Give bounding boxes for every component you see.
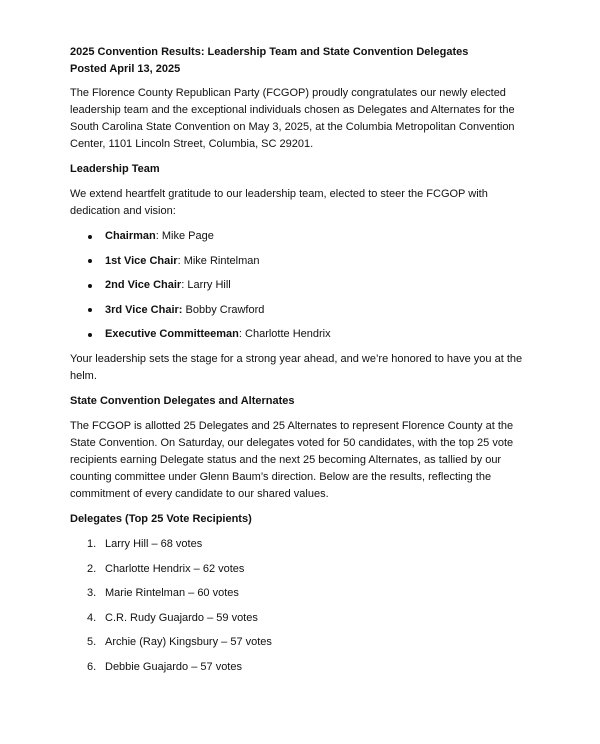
delegates-list [70,536,540,676]
delegate-entry: Archie (Ray) Kingsbury – 57 votes [105,636,272,649]
list-item [70,253,540,270]
list-number: 1. [87,537,97,550]
delegate-entry: Charlotte Hendrix – 62 votes [105,562,245,575]
list-number: 4. [87,611,97,624]
list-item [70,536,540,553]
delegates-list-heading: Delegates (Top 25 Vote Recipients) [70,512,252,525]
leadership-intro: We extend heartfelt gratitude to our leadership team, elected to steer the FCGOP with dedication and vision: [70,188,488,217]
leadership-name: Bobby Crawford [185,303,265,316]
role-separator: : [181,279,188,292]
list-item [70,277,540,294]
list-number: 5. [87,636,97,649]
role-separator: : [238,328,246,341]
leadership-role: Chairman [105,230,156,242]
delegates-section-body: The FCGOP is allotted 25 Delegates and 25 Alternates to represent Florence County at the State Convention. On Saturday, our delegates voted for 50 candidates, with the top 25 vote recipients earning Delegate status and the next 25 becoming Alternates, as tallied by our counting committee under Glenn Baum’s direction. Below are the results, reflecting the commitment of every candidate to our shared values. [70,419,514,500]
leadership-name: Mike Rintelman [183,254,260,267]
list-item [70,561,540,578]
list-number: 3. [87,587,97,600]
bullet-icon [88,308,92,312]
list-item [70,326,540,343]
list-number: 2. [87,562,97,575]
bullet-icon [88,235,92,239]
delegate-entry: Debbie Guajardo – 57 votes [105,660,242,673]
list-item [70,659,540,676]
bullet-icon [88,333,92,337]
list-item [70,634,540,651]
leadership-list [70,228,540,343]
leadership-role: 2nd Vice Chair [105,279,182,292]
list-item [70,610,540,627]
role-separator: : [177,254,184,267]
leadership-heading: Leadership Team [70,163,160,175]
posted-date: Posted April 13, 2025 [70,62,181,75]
bullet-icon [88,259,92,263]
role-separator: : [155,230,162,242]
delegate-entry: C.R. Rudy Guajardo – 59 votes [105,611,258,624]
leadership-name: Charlotte Hendrix [245,328,331,341]
list-number: 6. [87,660,97,673]
delegate-entry: Larry Hill – 68 votes [105,537,203,550]
bullet-icon [88,284,92,288]
leadership-name: Mike Page [161,230,214,242]
document-page [70,44,540,684]
leadership-role: 1st Vice Chair [105,254,178,267]
list-item [70,228,540,245]
delegates-section-heading: State Convention Delegates and Alternates [70,394,295,407]
leadership-closing: Your leadership sets the stage for a strong year ahead, and we’re honored to have you at the helm. [70,352,523,382]
leadership-role: Executive Committeeman [105,328,239,341]
list-item [70,302,540,319]
document-title: 2025 Convention Results: Leadership Team and State Convention Delegates [70,46,469,58]
list-item [70,585,540,602]
intro-paragraph: The Florence County Republican Party (FCGOP) proudly congratulates our newly elected leadership team and the exceptional individuals chosen as Delegates and Alternates for the South Carolina State Convention on May 3, 2025, at the Columbia Metropolitan Convention Center, 1101 Lincoln Street, Columbia, SC 29201. [70,87,515,150]
document-header [70,44,540,77]
leadership-name: Larry Hill [187,279,231,292]
leadership-role: 3rd Vice Chair: [105,303,183,316]
delegate-entry: Marie Rintelman – 60 votes [105,587,239,600]
